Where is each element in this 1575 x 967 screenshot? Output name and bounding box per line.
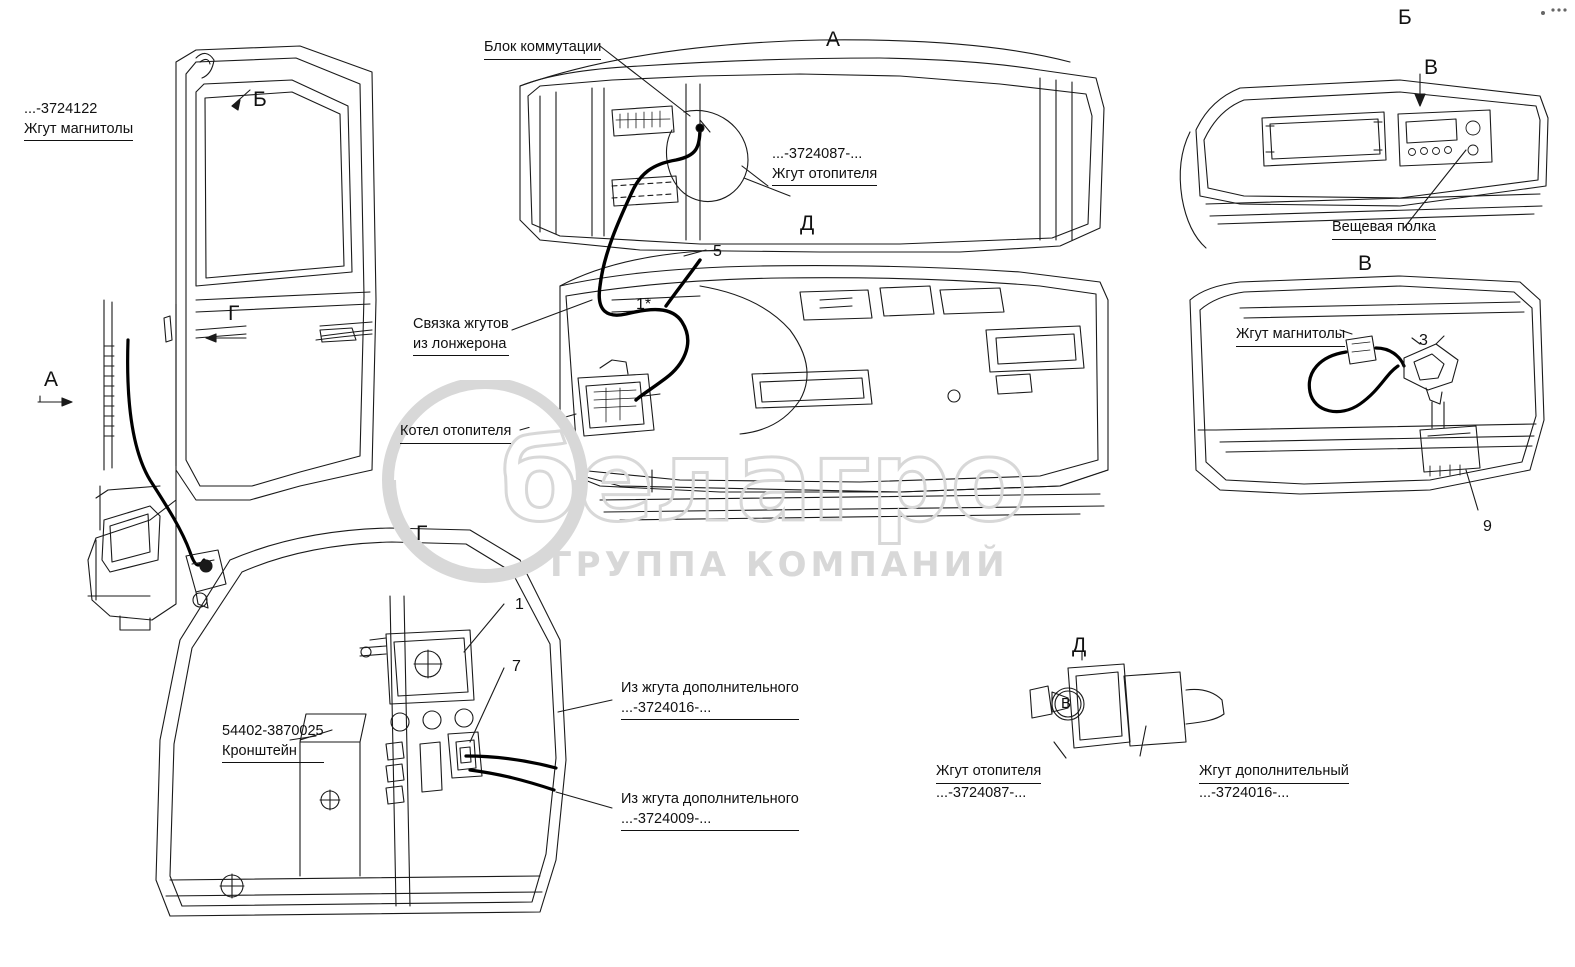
callout-harness-radio-left: [24, 100, 133, 141]
callout-line-2: ...-3724016-...: [621, 699, 799, 721]
item-number-9: 9: [1483, 518, 1492, 535]
callout-line-2: ...-3724009-...: [621, 810, 799, 832]
callout-harness-radio-right: [1236, 325, 1345, 347]
callout-line-1: Связка жгутов: [413, 316, 509, 332]
callout-add-harness-d: [1199, 762, 1349, 803]
callout-line-2: Кронштейн: [222, 742, 324, 764]
callout-from-add-harness-2: [621, 790, 799, 831]
item-number-3: 3: [1419, 332, 1428, 349]
section-mark-a-top: А: [826, 28, 841, 51]
section-mark-v-topright: В: [1424, 56, 1439, 79]
section-mark-b-left: Б: [253, 88, 267, 111]
item-number-7: 7: [512, 658, 521, 675]
callout-line-1: 54402-3870025: [222, 723, 324, 739]
callout-harness-bundle: [413, 315, 509, 356]
section-mark-b-topright: Б: [1398, 6, 1412, 29]
item-number-1-star: 1*: [636, 296, 652, 313]
item-number-5: 5: [713, 243, 722, 260]
section-mark-g-bottom: Г: [416, 522, 428, 545]
callout-line-1: ...-3724122: [24, 101, 98, 117]
callout-line-1: ...-3724087-...: [772, 146, 863, 162]
watermark-main: белагро: [500, 417, 1028, 547]
callout-heater-boiler: [400, 422, 511, 444]
callout-line-1: Котел отопителя: [400, 422, 511, 444]
section-mark-g-left: Г: [228, 302, 240, 325]
callout-heater-harness: [772, 145, 877, 186]
watermark-sub: ГРУППА КОМПАНИЙ: [550, 545, 1009, 585]
callout-line-1: Жгут магнитолы: [1236, 325, 1345, 347]
callout-line-1: Из жгута дополнительного: [621, 791, 799, 807]
callout-shelf: [1332, 218, 1436, 240]
callout-line-2: ...-3724016-...: [1199, 784, 1290, 801]
section-mark-a-left: А: [44, 368, 59, 391]
callout-bracket: [222, 722, 324, 763]
callout-line-1: Блок коммутации: [484, 38, 601, 60]
item-number-1: 1: [515, 596, 524, 613]
callout-line-1: Жгут отопителя: [936, 762, 1041, 784]
callout-from-add-harness-1: [621, 679, 799, 720]
callout-heater-harness-d: [936, 762, 1041, 803]
callout-switch-block: [484, 38, 601, 60]
callout-line-1: Вещевая полка: [1332, 218, 1436, 240]
corner-mark-icon: [1537, 2, 1573, 24]
callout-line-2: из лонжерона: [413, 335, 509, 357]
connector-letter-v: В: [1061, 695, 1072, 712]
section-mark-d-center: Д: [800, 212, 815, 235]
section-mark-v-right: В: [1358, 252, 1373, 275]
callout-line-2: Жгут магнитолы: [24, 120, 133, 142]
section-mark-d-bottom: Д: [1072, 634, 1087, 657]
callout-line-1: Из жгута дополнительного: [621, 680, 799, 696]
callout-line-2: ...-3724087-...: [936, 784, 1027, 801]
callout-line-2: Жгут отопителя: [772, 165, 877, 187]
callout-line-1: Жгут дополнительный: [1199, 762, 1349, 784]
